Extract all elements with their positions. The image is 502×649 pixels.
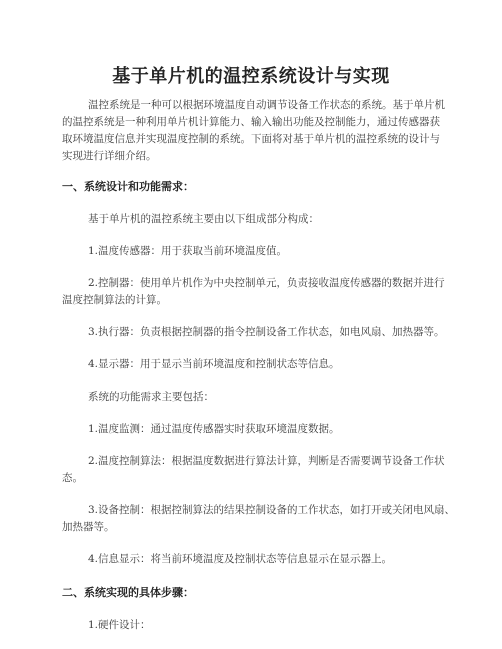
intro-paragraph	[62, 97, 445, 165]
requirement-item-2	[62, 453, 445, 487]
section-1-heading: 一、系统设计和功能需求：	[62, 180, 194, 193]
component-item-2-line-2: 温度控制算法的计算。	[62, 294, 167, 306]
document-title: 基于单片机的温控系统设计与实现	[112, 66, 390, 87]
section-2-heading: 二、系统实现的具体步骤：	[62, 586, 194, 599]
requirement-item-3-line-1: 3.设备控制：根据控制算法的结果控制设备的工作状态，如打开或关闭电风扇、	[88, 504, 456, 516]
component-item-2	[62, 275, 445, 309]
section-1-lead: 基于单片机的温控系统主要由以下组成部分构成：	[88, 213, 319, 225]
requirement-item-2-line-2: 态。	[62, 472, 83, 484]
intro-line-2: 的温控系统是一种利用单片机计算能力、输入输出功能及控制能力，通过传感器获	[62, 116, 440, 128]
requirement-item-1: 1.温度监测：通过温度传感器实时获取环境温度数据。	[88, 423, 340, 435]
component-item-4: 4.显示器：用于显示当前环境温度和控制状态等信息。	[88, 358, 340, 370]
component-item-2-line-1: 2.控制器：使用单片机作为中央控制单元，负责接收温度传感器的数据并进行	[88, 277, 445, 289]
component-item-1: 1.温度传感器：用于获取当前环境温度值。	[88, 245, 288, 257]
intro-line-3: 取环境温度信息并实现温度控制的系统。下面将对基于单片机的温控系统的设计与	[62, 133, 440, 145]
requirement-item-3-line-2: 加热器等。	[62, 521, 115, 533]
requirements-lead: 系统的功能需求主要包括：	[88, 391, 214, 403]
intro-line-1: 温控系统是一种可以根据环境温度自动调节设备工作状态的系统。基于单片机	[88, 99, 445, 111]
requirement-item-3	[62, 502, 456, 536]
requirement-item-4: 4.信息显示：将当前环境温度及控制状态等信息显示在显示器上。	[88, 553, 393, 565]
component-item-3: 3.执行器：负责根据控制器的指令控制设备工作状态，如电风扇、加热器等。	[88, 326, 445, 338]
section-2-item-1: 1.硬件设计：	[88, 619, 151, 631]
intro-line-4: 实现进行详细介绍。	[62, 150, 157, 162]
requirement-item-2-line-1: 2.温度控制算法：根据温度数据进行算法计算，判断是否需要调节设备工作状	[88, 455, 445, 467]
